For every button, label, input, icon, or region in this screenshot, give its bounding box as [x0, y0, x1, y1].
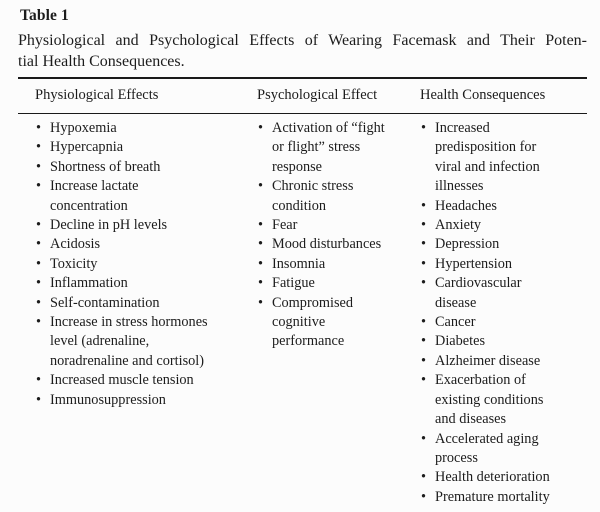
column-header-psychological-effect: Psychological Effect: [257, 87, 378, 103]
list-item: • Exacerbation of existing conditions and diseases: [420, 371, 563, 429]
table-caption: [18, 30, 587, 72]
list-item: • Headaches: [420, 197, 563, 216]
list-item: • Hypercapnia: [35, 138, 215, 157]
list-item: • Diabetes: [420, 332, 563, 351]
column-header-physiological-effects: Physiological Effects: [35, 87, 159, 103]
list-item: • Insomnia: [257, 255, 392, 274]
list-item: • Health deterioration: [420, 468, 563, 487]
caption-line-2: tial Health Consequences.: [18, 53, 185, 70]
list-item: • Anxiety: [420, 216, 563, 235]
physiological-effects-cell: [18, 119, 257, 507]
list-item: • Increase lactate concentration: [35, 177, 215, 216]
list-item: • Increased muscle tension: [35, 371, 215, 390]
list-item: • Toxicity: [35, 255, 215, 274]
list-item: • Decline in pH levels: [35, 216, 215, 235]
psychological-effect-list: [257, 119, 392, 352]
effects-table: [18, 77, 587, 512]
list-item: • Increase in stress hormones level (adrenaline, noradrenaline and cortisol): [35, 313, 215, 371]
list-item: • Acidosis: [35, 235, 215, 254]
list-item: • Accelerated aging process: [420, 430, 563, 469]
table-body-row: [18, 114, 587, 512]
list-item: • Chronic stress condition: [257, 177, 392, 216]
list-item: • Shortness of breath: [35, 158, 215, 177]
column-header-health-consequences: Health Consequences: [420, 87, 546, 103]
table-label: Table 1: [20, 7, 69, 24]
caption-line-1: Physiological and Psychological Effects of Wearing Facemask and Their Poten-: [18, 32, 587, 49]
list-item: • Alzheimer disease: [420, 352, 563, 371]
psychological-effect-cell: [257, 119, 420, 507]
list-item: • Hypoxemia: [35, 119, 215, 138]
list-item: • Premature mortality: [420, 488, 563, 507]
list-item: • Fear: [257, 216, 392, 235]
health-consequences-list: [420, 119, 563, 507]
list-item: • Fatigue: [257, 274, 392, 293]
list-item: • Inflammation: [35, 274, 215, 293]
list-item: • Compromised cognitive performance: [257, 294, 392, 352]
list-item: • Cancer: [420, 313, 563, 332]
list-item: • Cardiovascular disease: [420, 274, 563, 313]
list-item: • Immunosuppression: [35, 391, 215, 410]
list-item: • Self-contamination: [35, 294, 215, 313]
list-item: • Mood disturbances: [257, 235, 392, 254]
health-consequences-cell: [420, 119, 587, 507]
list-item: • Activation of “fight or flight” stress response: [257, 119, 392, 177]
list-item: • Hypertension: [420, 255, 563, 274]
physiological-effects-list: [35, 119, 215, 410]
list-item: • Depression: [420, 235, 563, 254]
list-item: • Increased predisposition for viral and infection illnesses: [420, 119, 563, 197]
table-header-row: [18, 79, 587, 114]
